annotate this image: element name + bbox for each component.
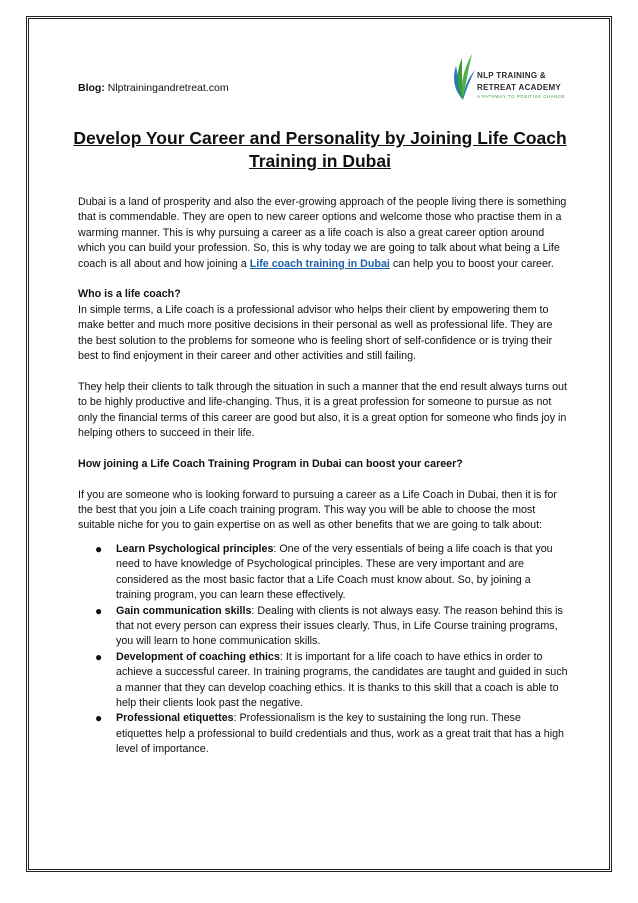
list-item-title: Professional etiquettes	[116, 712, 234, 725]
list-item-text: : One of the very essentials of being a life coach is that you need to have knowledge of Psychological principles. These are very important and are considered as the most basic factor that a Life Coach must know about. So, by joining a training program, you can learn these effectively.	[116, 542, 553, 602]
article-title: Develop Your Career and Personality by Joining Life Coach Training in Dubai	[73, 128, 567, 171]
list-item-title: Development of coaching ethics	[116, 650, 280, 663]
bullet-icon: ●	[95, 711, 103, 726]
bullet-icon: ●	[95, 603, 103, 618]
section1-para2: They help their clients to talk through the situation in such a manner that the end result always turns out to be highly productive and life-changing. Thus, it is a great profession for someone to pursue as not only the financial terms of this career are good but also, it is a great option for someone who finds joy in helping others to succeed in their life.	[78, 380, 567, 440]
intro-text-before: Dubai is a land of prosperity and also the ever-growing approach of the people living there is something that is commendable. They are open to new career options and welcome those who practise them in a warming manner. This is why pursuing a career as a life coach is also a great career option around which you can build your profession. So, this is why today we are going to talk about what being a Life coach is all about and how joining a	[78, 196, 567, 270]
section2-para1: If you are someone who is looking forward to pursuing a career as a Life Coach in Dubai, then it is for the best that you join a Life coach training program. This way you will be able to choose the most suitable niche for you to gain expertise on as well as other benefits that we are going to talk about:	[78, 488, 557, 532]
article-body	[78, 195, 568, 758]
blog-label: Blog:	[78, 82, 105, 94]
list-item-text: : It is important for a life coach to have ethics in order to achieve a successful career. In training programs, the candidates are taught and guided in such a manner that they can develop coaching ethics. It is thanks to this skill that a coach is able to help their clients look past the negative.	[116, 650, 568, 709]
intro-text-after: can help you to boost your career.	[389, 257, 554, 270]
logo-line-1: NLP TRAINING &	[477, 71, 546, 80]
section-heading-how: How joining a Life Coach Training Program in Dubai can boost your career?	[78, 457, 463, 470]
logo-tagline: A PATHWAY TO POSITIVE CHANGE	[477, 94, 566, 99]
life-coach-training-link[interactable]: Life coach training in Dubai	[249, 257, 390, 270]
logo-line-2: RETREAT ACADEMY	[477, 83, 562, 92]
blog-site: Nlptrainingandretreat.com	[107, 82, 229, 94]
intro-paragraph	[78, 195, 568, 272]
blog-header	[78, 82, 229, 94]
list-item	[78, 542, 568, 604]
benefits-list	[78, 542, 568, 758]
list-item	[78, 650, 568, 712]
list-item-title: Gain communication skills	[116, 604, 252, 617]
list-item-text: : Professionalism is the key to sustaining the long run. These etiquettes help a professional to build credentials and thus, work as a great trait that has a high level of importance.	[116, 712, 564, 756]
bullet-icon: ●	[95, 649, 103, 664]
list-item	[78, 711, 568, 757]
bullet-icon: ●	[95, 541, 103, 556]
section-heading-who: Who is a life coach?	[78, 288, 181, 301]
leaf-logo-icon	[450, 52, 476, 102]
list-item-title: Learn Psychological principles	[116, 542, 274, 555]
section1-para1: In simple terms, a Life coach is a professional advisor who helps their client by empowering them to make better and much more positive decisions in their personal as well as professional life. They are the best solution to the problems for someone who is feeling short of self-confidence or is trying their best to find enjoyment in their career and other activities and still failing.	[78, 303, 553, 363]
list-item	[78, 604, 568, 650]
list-item-text: : Dealing with clients is not always easy. The reason behind this is that not every person can express their issues clearly. Thus, in Life Course training programs, you will learn to hone communication skills.	[116, 604, 563, 648]
academy-logo	[450, 52, 610, 104]
